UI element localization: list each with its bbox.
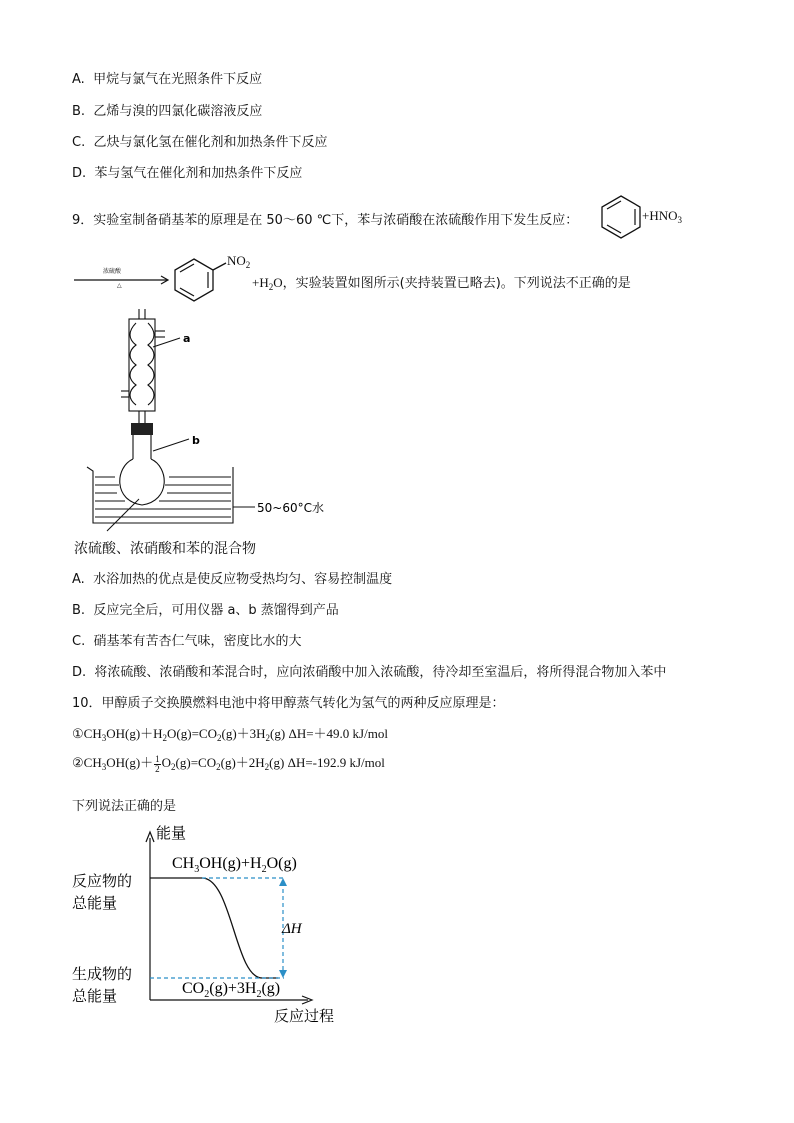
equation-2-delta-h: ΔH=-192.9 kJ/mol: [287, 755, 385, 770]
q8-option-c: [72, 131, 328, 150]
energy-diagram: [70, 820, 370, 1030]
q10-question: 下列说法正确的是: [72, 799, 177, 814]
apparatus-caption: 浓硫酸、浓硝酸和苯的混合物: [74, 541, 256, 557]
arrow-condition-top: 浓硫酸: [103, 268, 122, 275]
option-text: 乙炔与氯化氢在催化剂和加热条件下反应: [93, 135, 328, 150]
hno3-text: +HNO: [642, 208, 678, 223]
q8-option-d: [72, 162, 302, 181]
h2o-suffix: O: [273, 275, 283, 290]
option-letter: C.: [72, 135, 86, 150]
hno3-subscript: 3: [677, 215, 682, 225]
q10-stem: 10．甲醇质子交换膜燃料电池中将甲醇蒸气转化为氢气的两种反应原理是：: [72, 696, 505, 711]
option-letter: A.: [72, 572, 85, 587]
option-letter: D.: [72, 166, 87, 181]
benzene-ring-reactant: [597, 193, 645, 241]
q9-stem: 9．实验室制备硝基苯的原理是在 50～60 ℃下，苯与浓硝酸在浓硫酸作用下发生反应：: [72, 213, 579, 228]
option-text: 乙烯与溴的四氯化碳溶液反应: [93, 104, 263, 119]
option-letter: A.: [72, 72, 85, 87]
water-temp-label: 50~60°C水: [257, 501, 324, 515]
no2-text: NO: [227, 253, 246, 268]
q9-stem-line2: [252, 272, 631, 292]
q9-option-b: [72, 599, 339, 618]
option-letter: C.: [72, 634, 86, 649]
q8-option-a: [72, 68, 262, 87]
label-a: a: [183, 332, 191, 345]
option-text: 硝基苯有苦杏仁气味，密度比水的大: [93, 634, 302, 649]
flask-b: [120, 435, 164, 505]
h2o-formula: [252, 275, 283, 290]
option-text: 甲烷与氯气在光照条件下反应: [93, 72, 263, 87]
product-energy-label-1: 生成物的: [72, 965, 133, 983]
option-text: 苯与氢气在催化剂和加热条件下反应: [94, 166, 303, 181]
reactants-formula: $CH_3OH(g)+H_2O(g)$: [172, 855, 297, 875]
equation-2: $②CH_3OH(g)+$ $\frac{1}{2}$ $O_2(g)=CO_2(g)+2H_2(g)$ ΔH=-192.9 kJ/mol: [72, 753, 385, 774]
no2-group: [227, 253, 250, 270]
option-letter: B.: [72, 104, 86, 119]
equation-1-delta-h: ΔH=＋49.0 kJ/mol: [288, 726, 388, 741]
label-b: b: [192, 434, 200, 447]
q9-option-d: [72, 661, 666, 680]
condenser-a: [121, 309, 165, 423]
q8-option-b: [72, 100, 262, 119]
stopper: [131, 423, 153, 435]
delta-h-label: ΔH: [282, 921, 302, 937]
h2o-subscript: 2: [268, 282, 274, 292]
no2-subscript: 2: [245, 260, 251, 270]
apparatus-diagram: [85, 305, 324, 535]
h2o-prefix: +H: [252, 275, 269, 290]
q9-option-a: [72, 568, 392, 587]
reaction-arrow: [72, 266, 172, 290]
option-text: 将浓硫酸、浓硝酸和苯混合时，应向浓硝酸中加入浓硫酸，待冷却至室温后，将所得混合物加入苯中: [94, 665, 667, 680]
option-text: 反应完全后，可用仪器 a、b 蒸馏得到产品: [93, 603, 339, 618]
equation-1: $①CH_3OH(g)+H_2O(g)=CO_2(g)+3H_2(g)$ ΔH=＋49.0 kJ/mol: [72, 726, 388, 743]
product-energy-label-2: 总能量: [72, 987, 118, 1005]
option-letter: D.: [72, 665, 87, 680]
reactant-energy-label-2: 总能量: [72, 894, 118, 912]
q9-option-c: [72, 630, 302, 649]
y-axis-label: 能量: [156, 824, 187, 842]
arrow-condition-bottom: △: [117, 282, 122, 289]
products-formula: $CO_2(g)+3H_2(g)$: [182, 980, 281, 1000]
stem-tail: ，实验装置如图所示(夹持装置已略去)。下列说法不正确的是: [282, 276, 631, 291]
option-text: 水浴加热的优点是使反应物受热均匀、容易控制温度: [93, 572, 393, 587]
x-axis-label: 反应过程: [274, 1007, 335, 1025]
option-letter: B.: [72, 603, 86, 618]
reactant-energy-label-1: 反应物的: [72, 872, 133, 890]
energy-curve: [150, 878, 278, 978]
hno3-formula: [642, 208, 682, 225]
